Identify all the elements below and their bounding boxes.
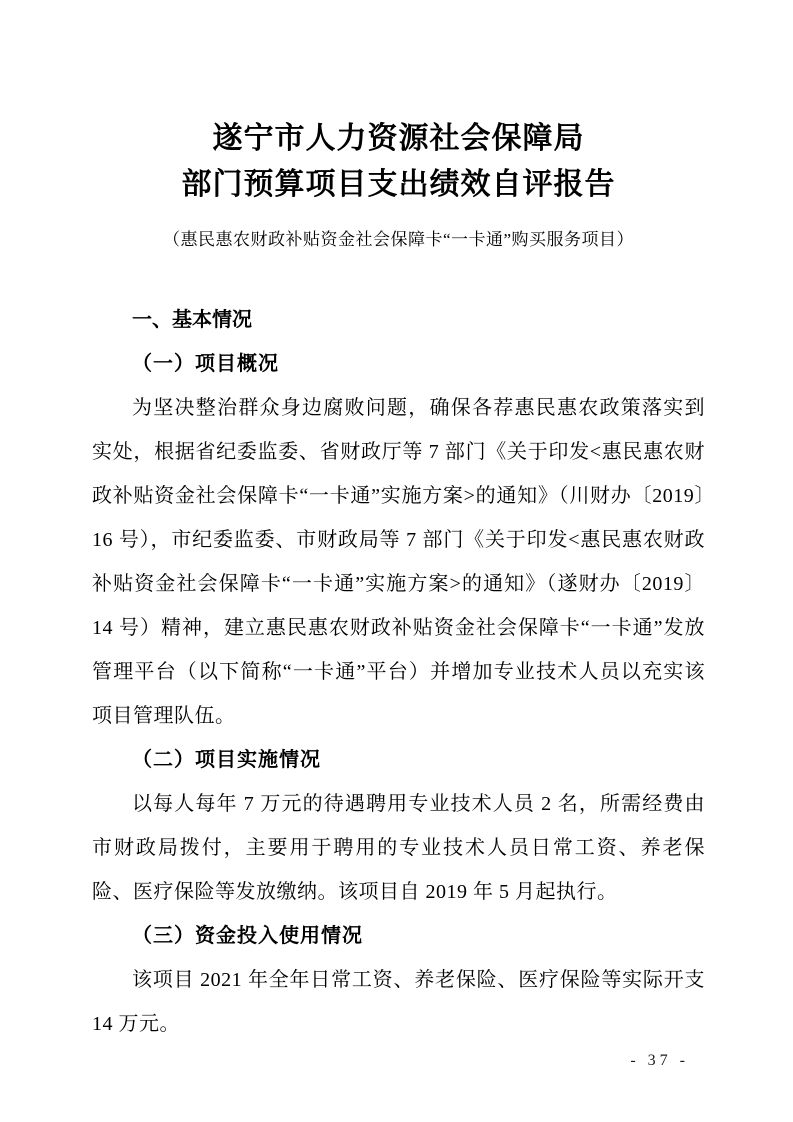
paragraph-funds-usage: 该项目 2021 年全年日常工资、养老保险、医疗保险等实际开支 14 万元。 [92,969,705,1035]
subsection-heading-project-overview: （一）项目概况 [132,353,279,375]
document-subtitle: （惠民惠农财政补贴资金社会保障卡“一卡通”购买服务项目） [162,230,635,249]
document-title [92,116,705,208]
section-heading-basic-situation: 一、基本情况 [132,309,252,331]
document-title-line2: 部门预算项目支出绩效自评报告 [181,168,616,201]
document-title-line1: 遂宁市人力资源社会保障局 [212,122,585,155]
subsection-heading-funds-usage: （三）资金投入使用情况 [132,925,363,947]
page-number: - 37 - [630,1052,689,1069]
subsection-heading-project-implementation: （二）项目实施情况 [132,749,321,771]
paragraph-project-implementation: 以每人每年 7 万元的待遇聘用专业技术人员 2 名，所需经费由市财政局拨付，主要用于聘用的专业技术人员日常工资、养老保险、医疗保险等发放缴纳。该项目自 2019 年 5 月起执行。 [92,793,705,903]
paragraph-project-overview: 为坚决整治群众身边腐败问题，确保各荐惠民惠农政策落实到实处，根据省纪委监委、省财政厅等 7 部门《关于印发<惠民惠农财政补贴资金社会保障卡“一卡通”实施方案>的通知》（川财办〔2019〕16 号），市纪委监委、市财政局等 7 部门《关于印发<惠民惠农财政补贴资金社会保障卡“一卡通”实施方案>的通知》（遂财办〔2019〕14 号）精神，建立惠民惠农财政补贴资金社会保障卡“一卡通”发放管理平台（以下简称“一卡通”平台）并增加专业技术人员以充实该项目管理队伍。 [92,397,705,727]
